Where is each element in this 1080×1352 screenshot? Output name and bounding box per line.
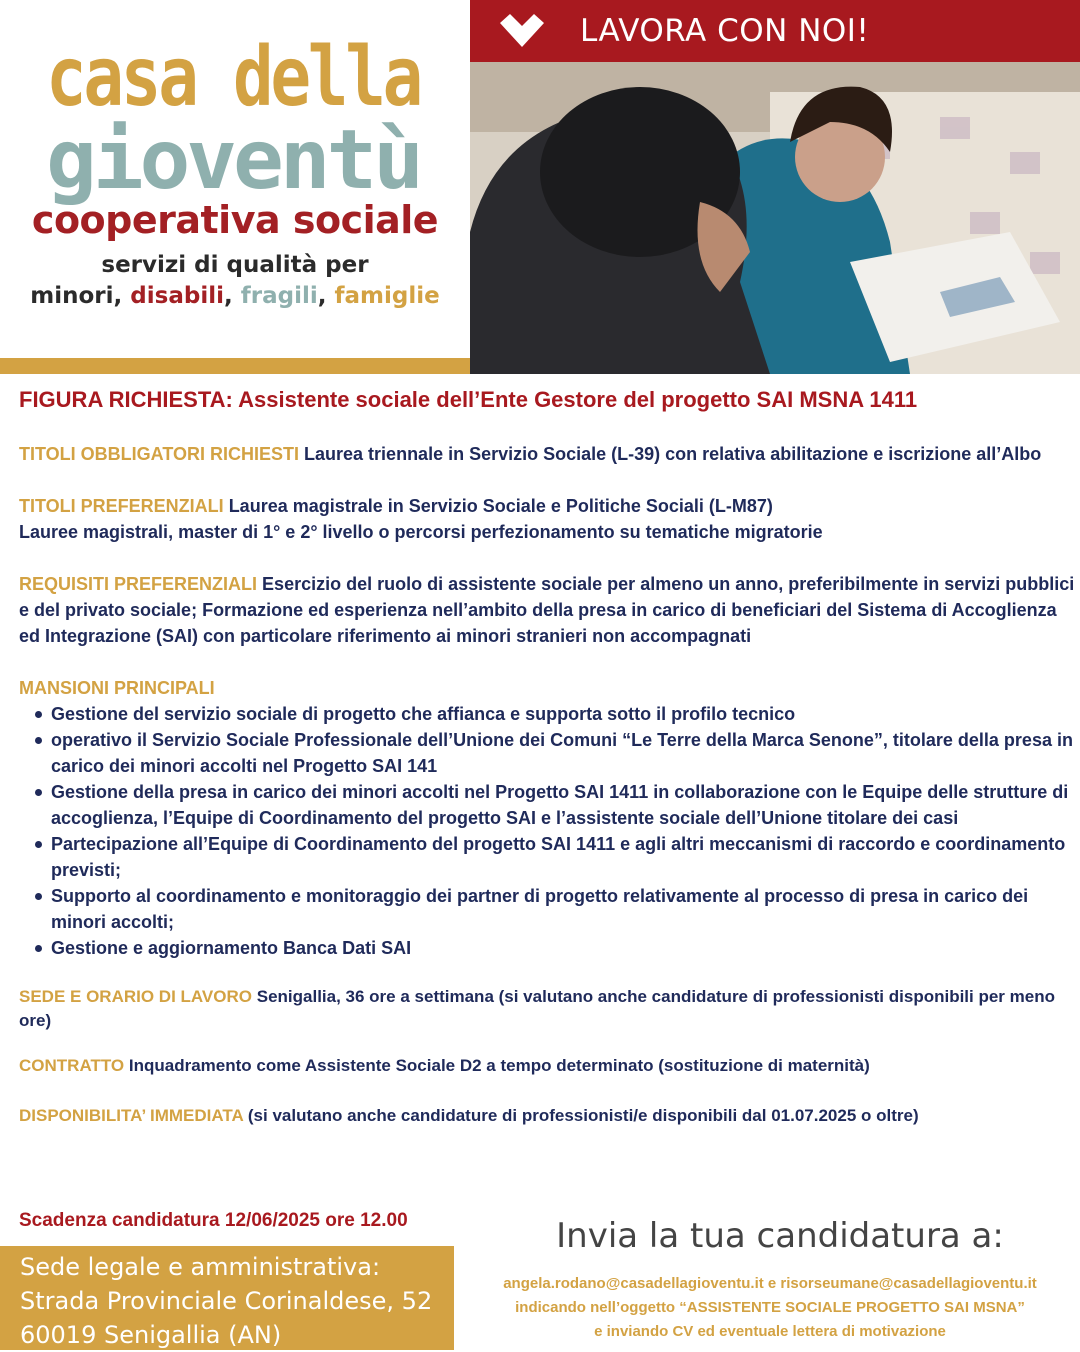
job-description bbox=[19, 386, 1077, 1128]
contratto-text: Inquadramento come Assistente Sociale D2 a tempo determinato (sostituzione di maternità) bbox=[128, 1056, 870, 1075]
sede-line: Strada Provinciale Corinaldese, 52 bbox=[20, 1287, 433, 1315]
sede-orario-label: SEDE E ORARIO DI LAVORO bbox=[19, 987, 252, 1006]
titoli-preferenziali-text: Laurea magistrale in Servizio Sociale e Politiche Sociali (L-M87) bbox=[228, 496, 773, 516]
logo-targets bbox=[0, 283, 470, 309]
target-disabili: disabili bbox=[130, 283, 224, 309]
titoli-obbligatori-text: Laurea triennale in Servizio Sociale (L-39) con relativa abilitazione e iscrizione all’Albo bbox=[304, 444, 1042, 464]
banner-title: LAVORA CON NOI! bbox=[580, 13, 870, 49]
list-item: Gestione del servizio sociale di progetto che affianca e supporta sotto il profilo tecnico bbox=[33, 701, 1077, 727]
target-minori: minori bbox=[30, 283, 114, 309]
list-item: Gestione della presa in carico dei minori accolti nel Progetto SAI 1411 in collaborazione con le Equipe delle strutture di accoglienza, l’Equipe di Coordinamento del progetto SAI e l’assistente sociale dell’Unione titolare dei casi bbox=[33, 779, 1077, 831]
logo-line2: gioventù bbox=[46, 113, 420, 208]
target-famiglie: famiglie bbox=[334, 283, 440, 309]
titoli-preferenziali-label: TITOLI PREFERENZIALI bbox=[19, 496, 224, 516]
logo-tagline: servizi di qualità per bbox=[101, 252, 369, 278]
target-separator: , bbox=[223, 283, 241, 309]
heart-chevron-icon bbox=[498, 11, 546, 51]
requisiti-label: REQUISITI PREFERENZIALI bbox=[19, 574, 258, 594]
logo-line1: casa della bbox=[46, 30, 420, 125]
svg-text:casa della bbox=[46, 30, 420, 125]
titoli-obbligatori-label: TITOLI OBBLIGATORI RICHIESTI bbox=[19, 444, 300, 464]
header-photo bbox=[470, 62, 1080, 374]
deadline: Scadenza candidatura 12/06/2025 ore 12.00 bbox=[19, 1210, 408, 1231]
section-titoli-preferenziali bbox=[19, 493, 1077, 545]
mansioni-list bbox=[33, 701, 1077, 961]
disponibilita-label: DISPONIBILITA’ IMMEDIATA bbox=[19, 1106, 244, 1125]
contact-subject: indicando nell’oggetto “ASSISTENTE SOCIALE PROGETTO SAI MSNA” bbox=[515, 1299, 1025, 1316]
page-title: FIGURA RICHIESTA: Assistente sociale dell’Ente Gestore del progetto SAI MSNA 1411 bbox=[19, 387, 918, 412]
section-titoli-obbligatori bbox=[19, 441, 1077, 467]
logo-subtitle: cooperativa sociale bbox=[31, 198, 439, 242]
sede-line: 60019 Senigallia (AN) bbox=[20, 1321, 282, 1349]
contratto-label: CONTRATTO bbox=[19, 1056, 125, 1075]
target-fragili: fragili bbox=[240, 283, 318, 309]
sede-orario-text: Senigallia, 36 ore a settimana (si valutano anche candidature di professionisti disponibili per meno ore) bbox=[19, 987, 1055, 1030]
list-item: operativo il Servizio Sociale Professionale dell’Unione dei Comuni “Le Terre della Marca Senone”, titolare della presa in carico dei minori accolti nel Progetto SAI 141 bbox=[33, 727, 1077, 779]
section-sede-orario bbox=[19, 985, 1077, 1033]
sede-legale-box bbox=[0, 1246, 454, 1350]
logo-wordmark bbox=[40, 30, 430, 208]
target-separator: , bbox=[113, 283, 131, 309]
lavora-banner bbox=[470, 0, 1080, 62]
contact-note: e inviando CV ed eventuale lettera di motivazione bbox=[594, 1323, 946, 1340]
contact-emails[interactable]: angela.rodano@casadellagioventu.it e risorseumane@casadellagioventu.it bbox=[503, 1275, 1037, 1292]
gold-divider bbox=[0, 358, 470, 374]
svg-text:gioventù bbox=[46, 113, 420, 208]
contact-info bbox=[460, 1272, 1080, 1344]
list-item: Partecipazione all’Equipe di Coordinamento del progetto SAI 1411 e agli altri meccanismi di raccordo e coordinamento previsti; bbox=[33, 831, 1077, 883]
section-contratto bbox=[19, 1054, 1077, 1078]
logo bbox=[0, 0, 470, 360]
invia-heading: Invia la tua candidatura a: bbox=[556, 1216, 1004, 1256]
titoli-preferenziali-text2: Lauree magistrali, master di 1° e 2° livello o percorsi perfezionamento su tematiche migratorie bbox=[19, 522, 823, 542]
disponibilita-text: (si valutano anche candidature di professionisti/e disponibili dal 01.07.2025 o oltre) bbox=[247, 1106, 919, 1125]
list-item: Gestione e aggiornamento Banca Dati SAI bbox=[33, 935, 1077, 961]
section-mansioni bbox=[19, 675, 1077, 701]
target-separator: , bbox=[317, 283, 335, 309]
requisiti-text: Esercizio del ruolo di assistente sociale per almeno un anno, preferibilmente in servizi pubblici e del privato sociale; Formazione ed esperienza nell’ambito della presa in carico di beneficiari del Sistema di Accoglienza ed Integrazione (SAI) con particolare riferimento ai minori stranieri non accompagnati bbox=[19, 574, 1075, 646]
section-requisiti bbox=[19, 571, 1077, 649]
section-disponibilita bbox=[19, 1104, 1077, 1128]
photo-illustration bbox=[470, 62, 1080, 374]
list-item: Supporto al coordinamento e monitoraggio dei partner di progetto relativamente al processo di presa in carico dei minori accolti; bbox=[33, 883, 1077, 935]
mansioni-label: MANSIONI PRINCIPALI bbox=[19, 678, 215, 698]
sede-line: Sede legale e amministrativa: bbox=[20, 1253, 381, 1281]
